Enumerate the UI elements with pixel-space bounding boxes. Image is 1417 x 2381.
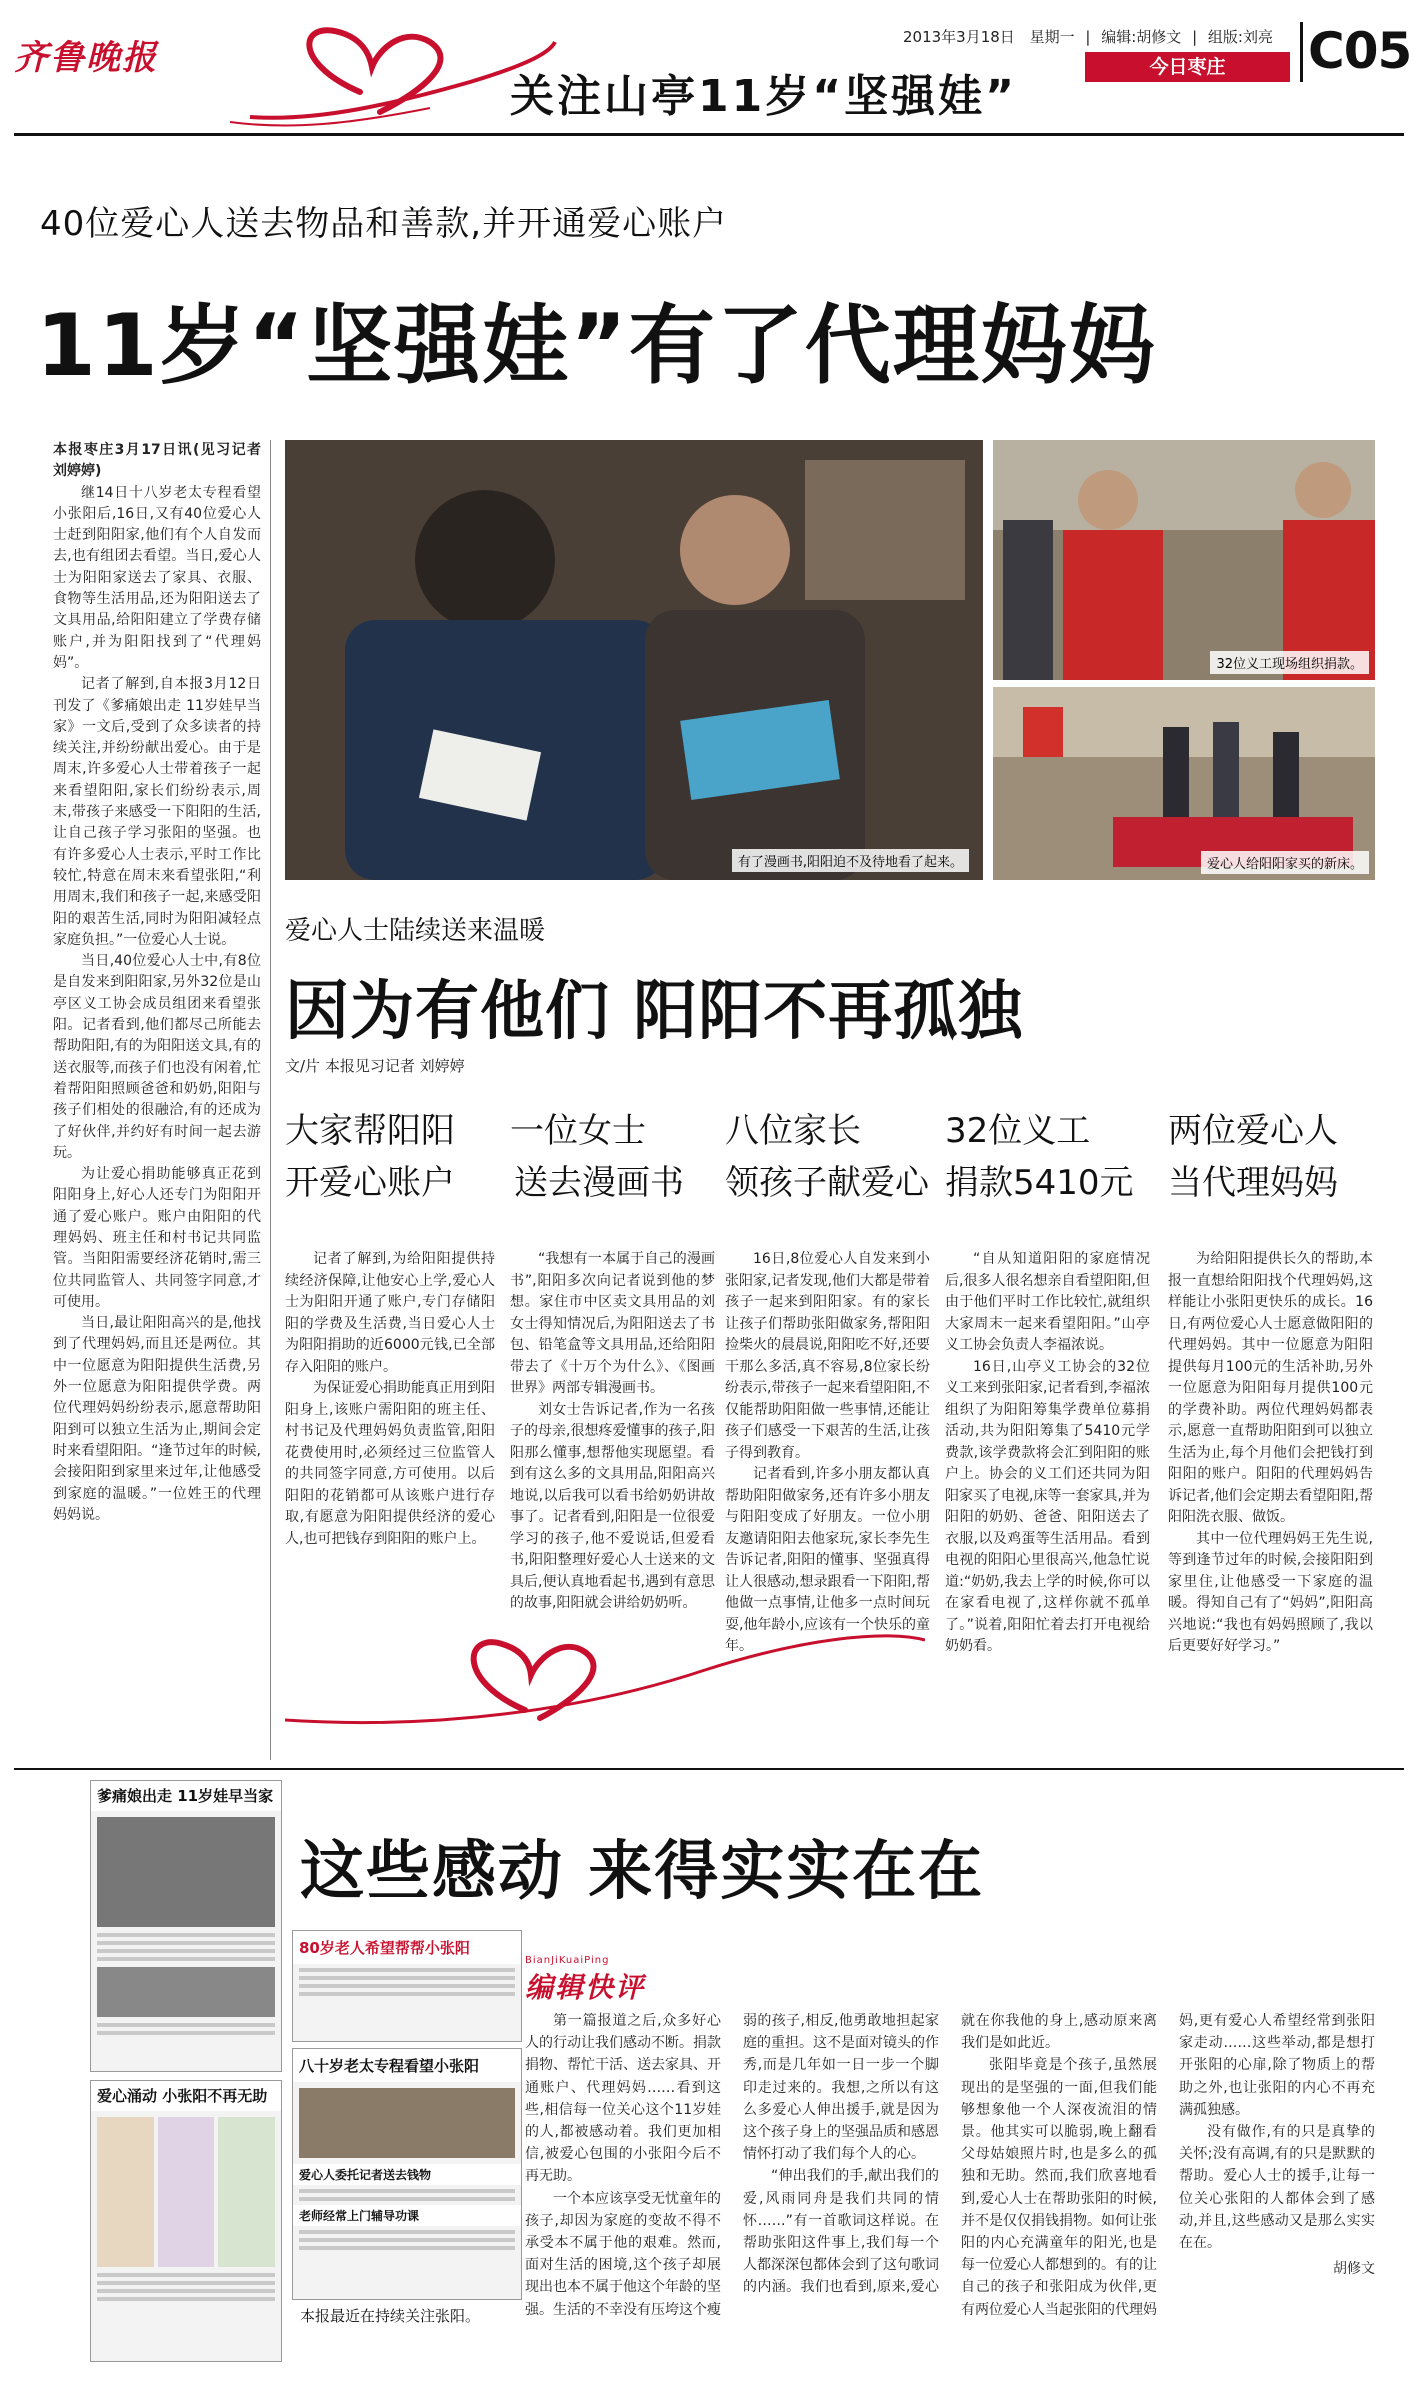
column-paragraph: 记者了解到,为给阳阳提供持续经济保障,让他安心上学,爱心人士为阳阳开通了账户,专门存储阳阳的学费及生活费,当日爱心人士为阳阳捐助的近6000元钱,已全部存入阳阳的账户。 (285, 1251, 495, 1375)
thumbnail-page (90, 1780, 282, 2072)
issue-info: 2013年3月18日 星期一 | 编辑:胡修文 | 组版:刘亮 (903, 28, 1273, 46)
issue-layout: 组版:刘亮 (1207, 28, 1273, 46)
lead-byline: 本报枣庄3月17日讯(见习记者 刘婷婷) (53, 442, 261, 480)
feature-column (725, 1105, 930, 1658)
commentary-article (525, 2010, 1375, 2340)
thumbnail-headline: 爹痛娘出走 11岁娃早当家 (91, 1781, 281, 1811)
photo-illustration (993, 440, 1375, 680)
photo-new-bed (993, 687, 1375, 880)
column-paragraph: 其中一位代理妈妈王先生说,等到逢节过年的时候,会接阳阳到家里住,让他感受一下家庭的温暖。得知自己有了“妈妈”,阳阳高兴地说:“我也有妈妈照顾了,我以后更要好好学习。” (1168, 1530, 1373, 1654)
commentary-label-text: 编辑快评 (525, 1971, 646, 2004)
lead-paragraph: 记者了解到,自本报3月12日刊发了《爹痛娘出走 11岁娃早当家》一文后,受到了众多读者的持续关注,并纷纷献出爱心。由于是周末,许多爱心人士带着孩子一起来看望阳阳,家长们纷纷表示,周末,带孩子来感受一下阳阳的生活,让自己孩子学习张阳的坚强。也有许多爱心人士表示,平时工作比较忙,特意在周末来看望张阳,“利用周末,我们和孩子一起,来感受阳阳的艰苦生活,同时为阳阳减轻点家庭负担。”一位爱心人士说。 (53, 676, 261, 948)
photo-illustration (285, 440, 983, 880)
main-photo-caption: 有了漫画书,阳阳迫不及待地看了起来。 (732, 849, 969, 872)
column-title: 八位家长 领孩子献爱心 (725, 1111, 929, 1203)
commentary-author: 胡修文 (1333, 2261, 1375, 2278)
column-paragraph: 为保证爱心捐助能真正用到阳阳身上,该账户需阳阳的班主任、村书记及代理妈妈负责监管,阳阳花费使用时,必须经过三位监管人的共同签字同意,方可使用。以后阳阳的花销都可从该账户进行存取,有愿意为阳阳提供经济的爱心人,也可把钱存到阳阳的账户上。 (285, 1380, 495, 1547)
feature-column (510, 1105, 715, 1615)
lead-paragraph: 继14日十八岁老太专程看望小张阳后,16日,又有40位爱心人士赶到阳阳家,他们有个人自发而去,也有组团去看望。当日,爱心人士为阳阳家送去了家具、衣服、食物等生活用品,还为阳阳送去了文具用品,给阳阳建立了学费存储账户,并为阳阳找到了“代理妈妈”。 (53, 484, 261, 671)
column-title: 32位义工 捐款5410元 (945, 1111, 1134, 1203)
lead-headline: 11岁“坚强娃”有了代理妈妈 (36, 296, 1157, 396)
main-photo (285, 440, 983, 880)
column-paragraph: 16日,山亭义工协会的32位义工来到张阳家,记者看到,李福浓组织了为阳阳筹集学费单位募捐活动,共为阳阳筹集了5410元学费款,该学费款将会汇到阳阳的账户上。协会的义工们还共同为阳阳家买了电视,床等一套家具,并为阳阳的奶奶、爸爸、阳阳送去了衣服,以及鸡蛋等生活用品。看到电视的阳阳心里很高兴,他急忙说道:“奶奶,我去上学的时候,你可以在家看电视了,这样你就不孤单了。”说着,阳阳忙着去打开电视给奶奶看。 (945, 1358, 1150, 1654)
column-paragraph: 为给阳阳提供长久的帮助,本报一直想给阳阳找个代理妈妈,这样能让小张阳更快乐的成长。16日,有两位爱心人士愿意做阳阳的代理妈妈。其中一位愿意为阳阳提供每月100元的生活补助,另外一位愿意为阳阳每月提供100元的学费补助。两位代理妈妈都表示,愿意一直帮助阳阳到可以独立生活为止,每个月他们会把钱打到阳阳的账户。阳阳的代理妈妈告诉记者,他们会定期去看望阳阳,帮阳阳洗衣服、做饭。 (1168, 1251, 1373, 1525)
photo-donation (993, 440, 1375, 680)
thumbnail-headline: 八十岁老太专程看望小张阳 (293, 2049, 521, 2082)
column-divider (270, 440, 271, 1760)
column-title: 关注山亭11岁“坚强娃” (510, 71, 1018, 122)
commentary-label (525, 1955, 695, 2006)
column-title: 大家帮阳阳 开爱心账户 (285, 1111, 455, 1203)
commentary-paragraph: 第一篇报道之后,众多好心人的行动让我们感动不断。捐款捐物、帮忙干活、送去家具、开通账户、代理妈妈……看到这些,相信每一位关心这个11岁娃的人,都被感动着。我们更加相信,被爱心包围的小张阳今后不再无助。 (525, 2013, 721, 2185)
commentary-label-pinyin: BianJiKuaiPing (525, 1955, 610, 1966)
lead-kicker: 40位爱心人送去物品和善款,并开通爱心账户 (40, 204, 728, 244)
column-paragraph: “自从知道阳阳的家庭情况后,很多人很名想亲自看望阳阳,但由于他们平时工作比较忙,就组织大家周末一起来看望阳阳。”山亭义工协会负责人李福浓说。 (945, 1251, 1150, 1353)
bed-photo-caption: 爱心人给阳阳家买的新床。 (1201, 851, 1369, 874)
header-divider (1300, 22, 1303, 82)
issue-editor: 编辑:胡修文 (1101, 28, 1182, 46)
column-title: 一位女士 送去漫画书 (510, 1111, 684, 1203)
issue-weekday: 星期一 (1029, 28, 1075, 46)
issue-date: 2013年3月18日 (903, 28, 1015, 46)
thumbnail-caption: 本报最近在持续关注张阳。 (300, 2307, 481, 2325)
commentary-paragraph: 没有做作,有的只是真挚的关怀;没有高调,有的只是默默的帮助。爱心人士的援手,让每一位关心张阳的人都体会到了感动,并且,这些感动又是那么实实在在。 (1179, 2124, 1375, 2252)
commentary-paragraph: “伸出我们的手,献出我们的爱,风雨同舟是我们共同的情怀……”有一首歌词这样说。在帮助张阳这件事上,我们每一个人都深深包都体会到了这句歌词的内涵。我们也看到,原来,爱心就在你我他的身上,感动原来离我们是如此近。 (743, 2013, 1157, 2296)
section-rule (14, 1768, 1404, 1770)
thumbnail-page (292, 1930, 522, 2042)
lead-article (53, 440, 261, 1526)
thumbnail-subheadline: 老师经常上门辅导功课 (293, 2205, 521, 2226)
commentary-paragraph: 张阳毕竟是个孩子,虽然展现出的是坚强的一面,但我们能够想象他一个人深夜流泪的情景。他其实可以脆弱,晚上翻看父母姑娘照片时,也是多么的孤独和无助。然而,我们欣喜地看到,爱心人士在帮助张阳的时候,并不是仅仅捐钱捐物。如何让张阳的内心充满童年的阳光,也是每一位爱心人都想到的。有的让自己的孩子和张阳成为伙伴,更有两位爱心人当起张阳的代理妈妈,更有爱心人希望经常到张阳家走动……这些举动,都是想打开张阳的心扉,除了物质上的帮助之外,也让张阳的内心不再充满孤独感。 (961, 2013, 1375, 2318)
masthead (0, 0, 1417, 135)
thumbnail-headline: 80岁老人希望帮帮小张阳 (293, 1931, 521, 1964)
feature-column (945, 1105, 1150, 1658)
column-paragraph: 16日,8位爱心人自发来到小张阳家,记者发现,他们大都是带着孩子一起来到阳阳家。有的家长让孩子们帮助张阳做家务,帮阳阳捡柴火的晨晨说,阳阳吃不好,还要干那么多活,真不容易,8位家长纷纷表示,带孩子一起来看望阳阳,不仅能帮助阳阳做一些事情,还能让孩子们感受一下艰苦的生活,让孩子得到教育。 (725, 1251, 930, 1461)
column-paragraph: 刘女士告诉记者,作为一名孩子的母亲,很想疼爱懂事的孩子,阳阳那么懂事,想帮他实现愿望。看到有这么多的文具用品,阳阳高兴地说,以后我可以看书给奶奶讲故事了。记者看到,阳阳是一位很爱学习的孩子,他不爱说话,但爱看书,阳阳整理好爱心人士送来的文具后,便认真地看起书,遇到有意思的故事,阳阳就会讲给奶奶听。 (510, 1401, 715, 1611)
lead-paragraph: 当日,最让阳阳高兴的是,他找到了代理妈妈,而且还是两位。其中一位愿意为阳阳提供生活费,另外一位愿意为阳阳提供学费。两位代理妈妈纷纷表示,愿意帮助阳阳到可以独立生活为止,期间会定时来看望阳阳。“逢节过年的时候,会接阳阳到家里来过年,让他感受到家庭的温暖。”一位姓王的代理妈妈说。 (53, 1315, 261, 1523)
feature-kicker: 爱心人士陆续送来温暖 (285, 916, 546, 946)
commentary-paragraph: 一个本应该享受无忧童年的孩子,却因为家庭的变故不得不承受本不属于他的艰难。然而,面对生活的困境,这个孩子却展现出也本不属于他这个年龄的坚强。生活的不幸没有压垮这个瘦弱的孩子,相反,他勇敢地担起家庭的重担。这不是面对镜头的作秀,而是几年如一日一步一个脚印走过来的。我想,之所以有这么多爱心人伸出援手,就是因为这个孩子身上的坚强品质和感恩情怀打动了我们每个人的心。 (525, 2013, 939, 2318)
lead-paragraph: 为让爱心捐助能够真正花到阳阳身上,好心人还专门为阳阳开通了爱心账户。账户由阳阳的代理妈妈、班主任和村书记共同监管。当阳阳需要经济花销时,需三位共同监管人、共同签字同意,才可使用。 (53, 1166, 261, 1310)
lead-paragraph: 当日,40位爱心人士中,有8位是自发来到阳阳家,另外32位是山亭区义工协会成员组团来看望张阳。记者看到,他们都尽己所能去帮助阳阳,有的为阳阳送文具,有的送衣服等,而孩子们也没有闲着,忙着帮阳阳照顾爸爸和奶奶,阳阳与孩子们相处的很融洽,有的还成为了好伙伴,并约好有时间一起去游玩。 (53, 953, 261, 1161)
bottom-headline: 这些感动 来得实实在在 (300, 1835, 985, 1909)
column-title: 两位爱心人 当代理妈妈 (1168, 1111, 1338, 1203)
thumbnail-subheadline: 爱心人委托记者送去钱物 (293, 2164, 521, 2185)
thumbnail-page (90, 2080, 282, 2362)
masthead-rule (14, 133, 1404, 136)
feature-byline: 文/片 本报见习记者 刘婷婷 (285, 1057, 465, 1075)
feature-headline: 因为有他们 阳阳不再孤独 (285, 975, 1024, 1049)
column-paragraph: 记者看到,许多小朋友都认真帮助阳阳做家务,还有许多小朋友与阳阳变成了好朋友。一位小朋友邀请阳阳去他家玩,家长李先生告诉记者,阳阳的懂事、坚强真得让人很感动,想录跟看一下阳阳,帮他做一点事情,让他多一点时间玩耍,他年龄小,应该有一个快乐的童年。 (725, 1466, 930, 1654)
thumbnail-headline: 爱心涌动 小张阳不再无助 (91, 2081, 281, 2111)
feature-column (1168, 1105, 1373, 1658)
newspaper-logo: 齐鲁晚报 (14, 38, 158, 78)
column-paragraph: “我想有一本属于自己的漫画书”,阳阳多次向记者说到他的梦想。家住市中区卖文具用品的刘女士得知情况后,为阳阳送去了书包、铅笔盒等文具用品,还给阳阳带去了《十万个为什么》、《图画世界》两部专辑漫画书。 (510, 1251, 715, 1396)
donation-photo-caption: 32位义工现场组织捐款。 (1210, 651, 1369, 674)
ribbon-heart-icon (285, 1600, 925, 1745)
feature-column (285, 1105, 495, 1550)
thumbnail-page (292, 2048, 522, 2300)
page-number: C05 (1308, 22, 1412, 80)
section-badge: 今日枣庄 (1085, 52, 1290, 82)
